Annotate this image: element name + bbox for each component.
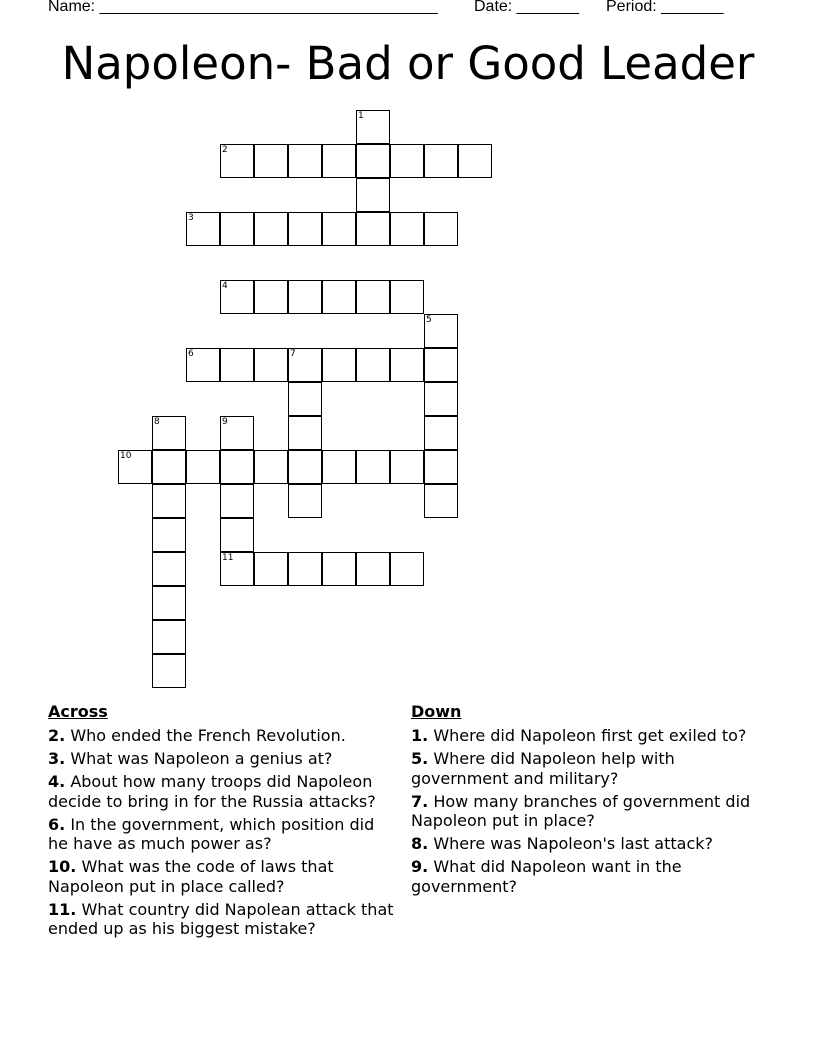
clue-text: In the government, which position did he have as much power as? <box>48 814 375 853</box>
clue-text: Where did Napoleon help with government and military? <box>411 749 675 788</box>
grid-cell[interactable] <box>288 348 322 382</box>
grid-cell[interactable] <box>254 212 288 246</box>
grid-cell[interactable] <box>322 212 356 246</box>
grid-cell[interactable] <box>288 552 322 586</box>
page-title: Napoleon- Bad or Good Leader <box>61 37 755 90</box>
name-field[interactable]: Name: ______________________________________ <box>48 0 438 15</box>
grid-cell[interactable] <box>186 212 220 246</box>
grid-cell[interactable] <box>424 416 458 450</box>
across-clue-3 <box>48 749 398 769</box>
clue-number: 5. <box>411 749 429 768</box>
grid-cell[interactable] <box>356 144 390 178</box>
cell-number: 9 <box>222 417 228 427</box>
clue-number: 8. <box>411 834 429 853</box>
across-heading: Across <box>48 702 108 721</box>
cell-number: 6 <box>188 349 194 359</box>
grid-cell[interactable] <box>356 348 390 382</box>
grid-cell[interactable] <box>220 518 254 552</box>
grid-cell[interactable] <box>254 144 288 178</box>
grid-cell[interactable] <box>220 484 254 518</box>
grid-cell[interactable] <box>390 212 424 246</box>
clue-text: What was the code of laws that Napoleon put in place called? <box>48 857 334 896</box>
clue-text: About how many troops did Napoleon decide to bring in for the Russia attacks? <box>48 772 376 811</box>
across-clue-2 <box>48 726 398 746</box>
clue-text: What did Napoleon want in the government? <box>411 857 682 896</box>
grid-cell[interactable] <box>322 348 356 382</box>
cell-number: 4 <box>222 281 228 291</box>
across-clue-11 <box>48 900 398 939</box>
period-field[interactable]: Period: _______ <box>606 0 724 15</box>
grid-cell[interactable] <box>254 280 288 314</box>
grid-cell[interactable] <box>152 484 186 518</box>
grid-cell[interactable] <box>220 416 254 450</box>
cell-number: 11 <box>222 553 234 563</box>
grid-cell[interactable] <box>220 348 254 382</box>
clue-number: 4. <box>48 772 66 791</box>
grid-cell[interactable] <box>356 552 390 586</box>
down-clue-5 <box>411 749 771 788</box>
grid-cell[interactable] <box>322 552 356 586</box>
clue-text: Who ended the French Revolution. <box>70 726 346 745</box>
clue-number: 10. <box>48 857 77 876</box>
grid-cell[interactable] <box>152 586 186 620</box>
clue-text: Where was Napoleon's last attack? <box>433 834 713 853</box>
grid-cell[interactable] <box>288 144 322 178</box>
grid-cell[interactable] <box>254 552 288 586</box>
cell-number: 2 <box>222 145 228 155</box>
down-clue-1 <box>411 726 771 746</box>
clue-text: How many branches of government did Napoleon put in place? <box>411 791 751 830</box>
grid-cell[interactable] <box>390 348 424 382</box>
clue-number: 6. <box>48 814 66 834</box>
grid-cell[interactable] <box>390 552 424 586</box>
grid-cell[interactable] <box>356 110 390 144</box>
across-clue-6 <box>48 815 398 854</box>
grid-cell[interactable] <box>220 280 254 314</box>
cell-number: 5 <box>426 315 432 325</box>
grid-cell[interactable] <box>220 552 254 586</box>
grid-cell[interactable] <box>356 280 390 314</box>
grid-cell[interactable] <box>390 144 424 178</box>
down-clue-9 <box>411 857 771 896</box>
grid-cell[interactable] <box>288 484 322 518</box>
clue-text: Where did Napoleon first get exiled to? <box>433 726 747 745</box>
grid-cell[interactable] <box>424 450 458 484</box>
clue-number: 9. <box>411 857 429 876</box>
cell-number: 1 <box>358 111 364 121</box>
grid-cell[interactable] <box>152 518 186 552</box>
grid-cell[interactable] <box>186 348 220 382</box>
across-clue-10 <box>48 857 398 896</box>
clue-number: 11. <box>48 899 77 919</box>
grid-cell[interactable] <box>220 212 254 246</box>
grid-cell[interactable] <box>390 450 424 484</box>
grid-cell[interactable] <box>118 450 152 484</box>
clue-number: 2. <box>48 726 66 745</box>
cell-number: 10 <box>120 451 132 461</box>
grid-cell[interactable] <box>424 144 458 178</box>
grid-cell[interactable] <box>186 450 220 484</box>
across-clues <box>48 702 398 942</box>
clue-number: 7. <box>411 791 429 811</box>
grid-cell[interactable] <box>322 450 356 484</box>
grid-cell[interactable] <box>152 552 186 586</box>
grid-cell[interactable] <box>424 484 458 518</box>
grid-cell[interactable] <box>152 450 186 484</box>
clue-number: 1. <box>411 726 429 745</box>
grid-cell[interactable] <box>220 450 254 484</box>
grid-cell[interactable] <box>356 450 390 484</box>
grid-cell[interactable] <box>152 620 186 654</box>
down-clues <box>411 702 771 900</box>
grid-cell[interactable] <box>424 314 458 348</box>
grid-cell[interactable] <box>254 348 288 382</box>
grid-cell[interactable] <box>424 382 458 416</box>
down-clue-8 <box>411 834 771 854</box>
cell-number: 7 <box>290 349 296 359</box>
grid-cell[interactable] <box>322 144 356 178</box>
grid-cell[interactable] <box>152 416 186 450</box>
clue-number: 3. <box>48 749 66 768</box>
date-field[interactable]: Date: _______ <box>474 0 579 15</box>
cell-number: 8 <box>154 417 160 427</box>
cell-number: 3 <box>188 213 194 223</box>
grid-cell[interactable] <box>152 654 186 688</box>
grid-cell[interactable] <box>288 212 322 246</box>
grid-cell[interactable] <box>254 450 288 484</box>
grid-cell[interactable] <box>390 280 424 314</box>
grid-cell[interactable] <box>356 178 390 212</box>
grid-cell[interactable] <box>288 450 322 484</box>
grid-cell[interactable] <box>288 382 322 416</box>
grid-cell[interactable] <box>356 212 390 246</box>
down-heading: Down <box>411 702 462 721</box>
grid-cell[interactable] <box>424 348 458 382</box>
clue-text: What was Napoleon a genius at? <box>70 749 333 768</box>
down-clue-7 <box>411 792 771 831</box>
grid-cell[interactable] <box>288 416 322 450</box>
clue-text: What country did Napolean attack that ended up as his biggest mistake? <box>48 899 394 938</box>
grid-cell[interactable] <box>322 280 356 314</box>
across-clue-4 <box>48 772 398 811</box>
grid-cell[interactable] <box>458 144 492 178</box>
grid-cell[interactable] <box>424 212 458 246</box>
grid-cell[interactable] <box>288 280 322 314</box>
grid-cell[interactable] <box>220 144 254 178</box>
